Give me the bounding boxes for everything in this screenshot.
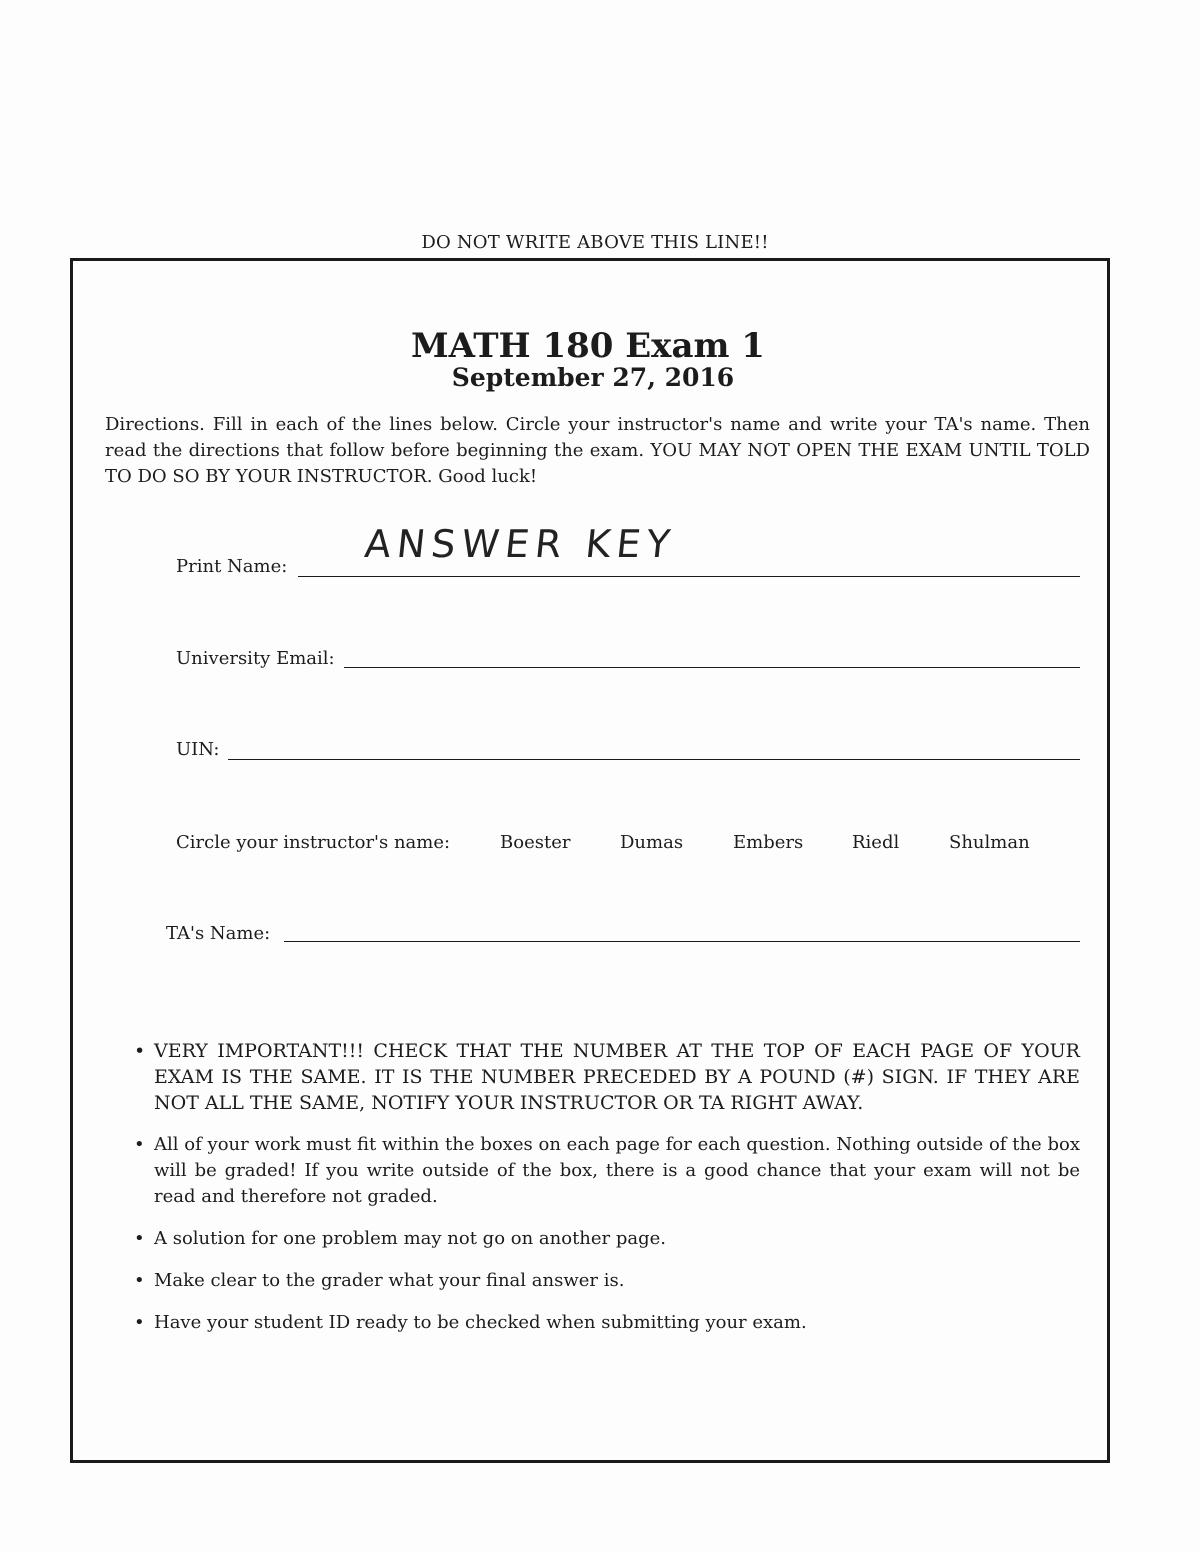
instructor-option-shulman[interactable]: Shulman [949, 832, 1030, 853]
rule-item-final-answer [130, 1268, 1080, 1294]
bullet-icon: • [134, 1040, 146, 1062]
rule-item-one-page [130, 1226, 1080, 1252]
ta-name-label: TA's Name: [166, 923, 271, 944]
rule-text: Make clear to the grader what your final answer is. [154, 1270, 625, 1291]
bullet-icon: • [134, 1270, 145, 1291]
rule-text: All of your work must fit within the boxes on each page for each question. Nothing outside of the box will be graded! If you write outside of the box, there is a good chance that your exam will not be read and therefore not graded. [154, 1134, 1080, 1207]
rule-item-page-numbers [130, 1038, 1080, 1116]
exam-rules-list [130, 1038, 1080, 1352]
bullet-icon: • [134, 1228, 145, 1249]
rule-text: Have your student ID ready to be checked when submitting your exam. [154, 1312, 807, 1333]
bullet-icon: • [134, 1312, 145, 1333]
email-label: University Email: [176, 648, 335, 669]
exam-date: September 27, 2016 [451, 363, 735, 392]
uin-label: UIN: [176, 739, 220, 760]
rule-item-student-id [130, 1310, 1080, 1336]
rule-item-boxes [130, 1132, 1080, 1210]
uin-field[interactable] [228, 759, 1080, 760]
header-warning: DO NOT WRITE ABOVE THIS LINE!! [421, 232, 769, 253]
ta-name-field[interactable] [284, 941, 1080, 942]
print-name-handwritten-value: ANSWER KEY [362, 522, 679, 566]
instructor-option-dumas[interactable]: Dumas [620, 832, 684, 853]
exam-title: MATH 180 Exam 1 [411, 326, 765, 366]
rule-text: A solution for one problem may not go on another page. [154, 1228, 667, 1249]
instructor-option-boester[interactable]: Boester [500, 832, 571, 853]
bullet-icon: • [134, 1134, 145, 1155]
email-field[interactable] [344, 667, 1080, 668]
instructor-option-riedl[interactable]: Riedl [852, 832, 900, 853]
instructor-option-embers[interactable]: Embers [733, 832, 804, 853]
print-name-label: Print Name: [176, 556, 288, 577]
instructor-label: Circle your instructor's name: [176, 832, 451, 853]
print-name-field[interactable] [298, 576, 1080, 577]
directions-text: Directions. Fill in each of the lines below. Circle your instructor's name and write your TA's name. Then read the directions that follow before beginning the exam. YOU MAY NOT OPEN THE EXAM UNTIL TOLD TO DO SO BY YOUR INSTRUCTOR. Good luck! [105, 414, 1090, 487]
rule-text: VERY IMPORTANT!!! CHECK THAT THE NUMBER AT THE TOP OF EACH PAGE OF YOUR EXAM IS THE SAME. IT IS THE NUMBER PRECEDED BY A POUND (#) SIGN. IF THEY ARE NOT ALL THE SAME, NOTIFY YOUR INSTRUCTOR OR TA RIGHT AWAY. [154, 1040, 1080, 1114]
